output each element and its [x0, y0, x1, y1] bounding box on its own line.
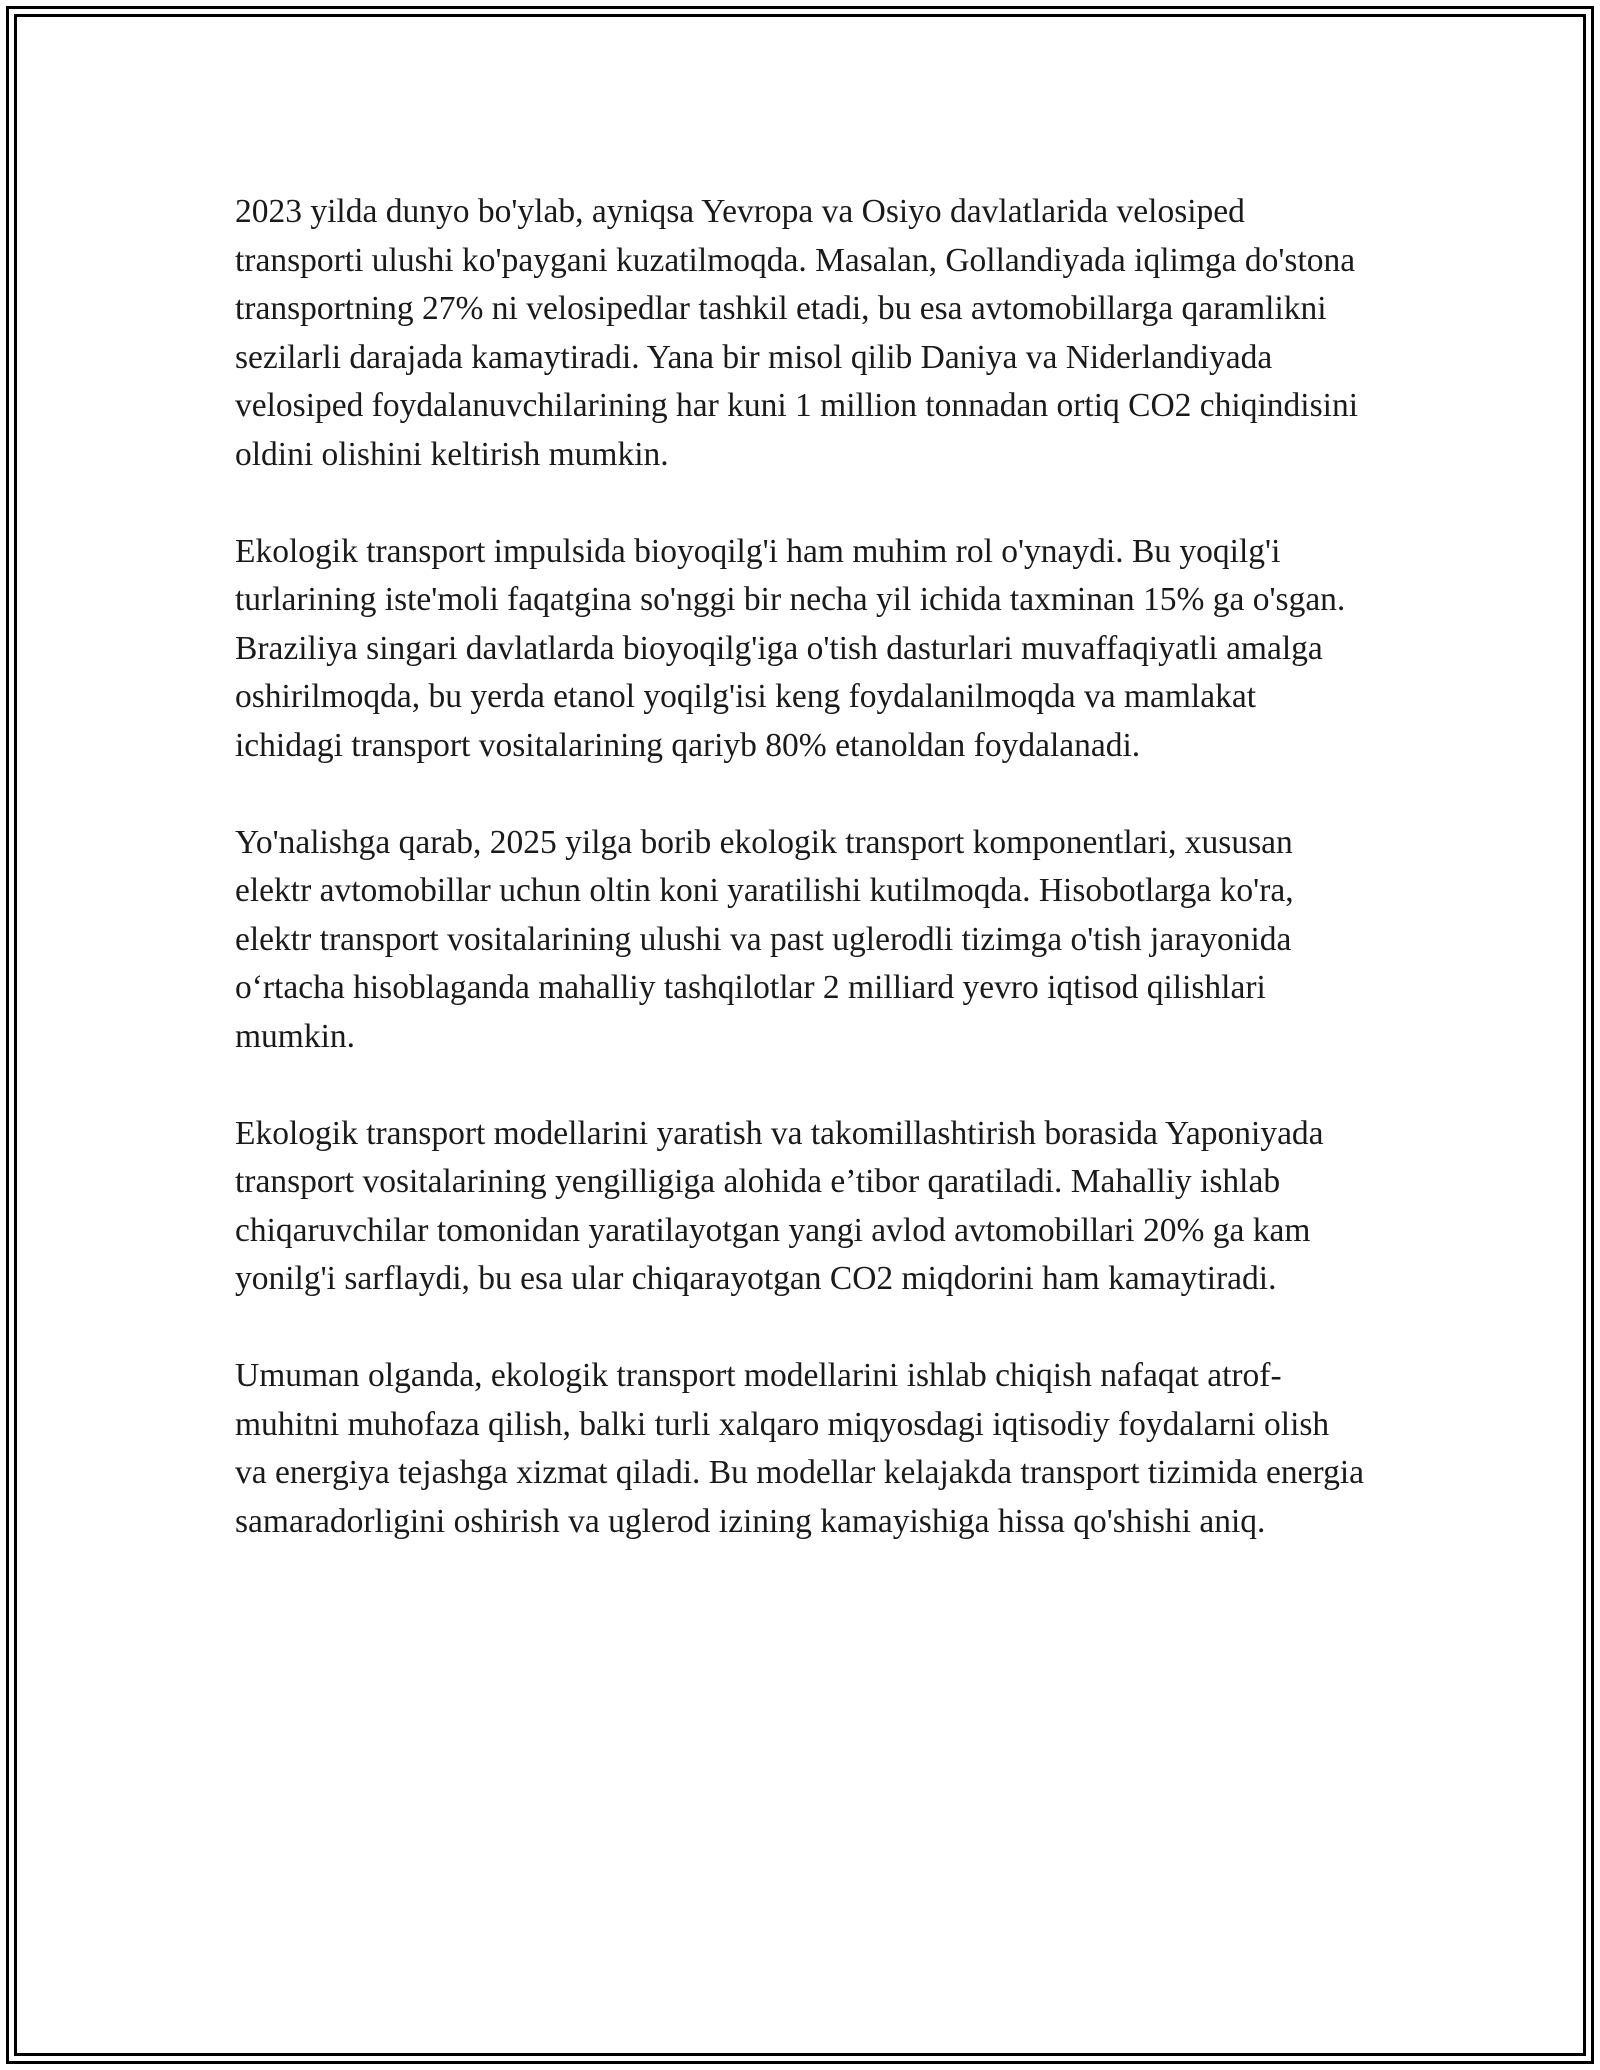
paragraph-bicycle-transport: 2023 yilda dunyo bo'ylab, ayniqsa Yevropa va Osiyo davlatlarida velosiped transporti ulushi ko'paygani kuzatilmoqda. Masalan, Gollandiyada iqlimga do'stona transportning 27% ni velosipedlar tashkil etadi, bu esa avtomobillarga qaramlikni sezilarli darajada kamaytiradi. Yana bir misol qilib Daniya va Niderlandiyada velosiped foydalanuvchilarining har kuni 1 million tonnadan ortiq CO2 chiqindisini oldini olishini keltirish mumkin. [235, 193, 1359, 473]
paragraph-japan-models: Ekologik transport modellarini yaratish va takomillashtirish borasida Yaponiyada transport vositalarining yengilligiga alohida e’tibor qaratiladi. Mahalliy ishlab chiqaruvchilar tomonidan yaratilayotgan yangi avlod avtomobillari 20% ga kam yonilg'i sarflaydi, bu esa ular chiqarayotgan CO2 miqdorini ham kamaytiradi. [235, 1114, 1324, 1297]
paragraph-biofuel: Ekologik transport impulsida bioyoqilg'i ham muhim rol o'ynaydi. Bu yoqilg'i turlarining iste'moli faqatgina so'nggi bir necha yil ichida taxminan 15% ga o'sgan. Braziliya singari davlatlarda bioyoqilg'iga o'tish dasturlari muvaffaqiyatli amalga oshirilmoqda, bu yerda etanol yoqilg'isi keng foydalanilmoqda va mamlakat ichidagi transport vositalarining qariyb 80% etanoldan foydalanadi. [235, 532, 1346, 764]
paragraph-conclusion: Umuman olganda, ekologik transport modellarini ishlab chiqish nafaqat atrof-muhitni muhofaza qilish, balki turli xalqaro miqyosdagi iqtisodiy foydalarni olish va energiya tejashga xizmat qiladi. Bu modellar kelajakda transport tizimida energia samaradorligini oshirish va uglerod izining kamayishiga hissa qo'shishi aniq. [235, 1357, 1364, 1540]
document-body [235, 188, 1365, 1595]
paragraph-electric-vehicles: Yo'nalishga qarab, 2025 yilga borib ekologik transport komponentlari, xususan elektr avtomobillar uchun oltin koni yaratilishi kutilmoqda. Hisobotlarga ko'ra, elektr transport vositalarining ulushi va past uglerodli tizimga o'tish jarayonida o‘rtacha hisoblaganda mahalliy tashqilotlar 2 milliard yevro iqtisod qilishlari mumkin. [235, 823, 1294, 1055]
